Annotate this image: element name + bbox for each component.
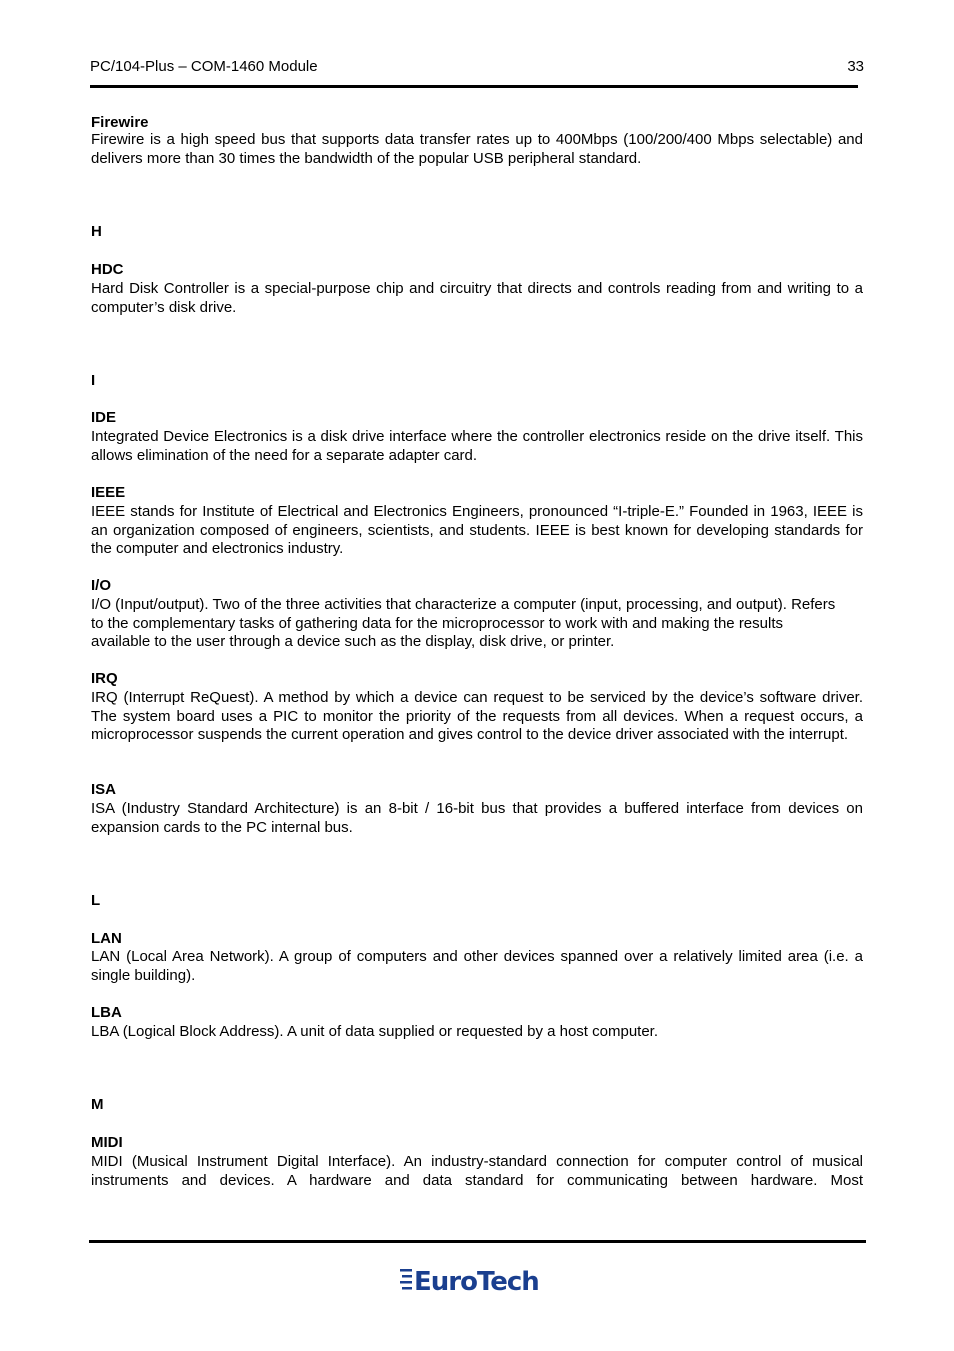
definition-irq: IRQ (Interrupt ReQuest). A method by which a device can request to be serviced by the device’s software driver. The system board uses a PIC to monitor the priority of the requests from all devices. When a request occurs, a microprocessor suspends the current operation and gives control to the device driver associated with the interrupt. [91,689,863,743]
page-number: 33 [847,58,864,75]
term-lan: LAN [91,930,122,947]
definition-ieee: IEEE stands for Institute of Electrical and Electronics Engineers, pronounced “I-triple-E.” Founded in 1963, IEEE is an organization composed of engineers, scientists, and students. IEEE is best known for developing standards for the computer and electronics industry. [91,503,863,557]
term-isa: ISA [91,781,117,798]
page-header [90,57,864,77]
term-irq: IRQ [91,670,118,687]
definition-ide: Integrated Device Electronics is a disk drive interface where the controller electronics reside on the drive itself. This allows elimination of the need for a separate adapter card. [91,428,863,464]
section-letter-h: H [91,223,102,240]
term-ieee: IEEE [91,484,126,501]
definition-lba: LBA (Logical Block Address). A unit of data supplied or requested by a host computer. [91,1023,659,1040]
term-ide: IDE [91,409,117,426]
section-letter-l: L [91,892,101,909]
definition-lan: LAN (Local Area Network). A group of computers and other devices spanned over a relatively limited area (i.e. a single building). [91,948,863,984]
footer-rule [89,1240,866,1243]
term-firewire: Firewire [91,114,149,131]
definition-io: I/O (Input/output). Two of the three activities that characterize a computer (input, processing, and output). Refers to the complementary tasks of gathering data for the microprocessor to work with and making the results available to the user through a device such as the display, disk drive, or printer. [91,596,836,650]
section-letter-i: I [91,372,96,389]
document-title: PC/104-Plus – COM-1460 Module [90,58,318,75]
definition-hdc: Hard Disk Controller is a special-purpose chip and circuitry that directs and controls reading from and writing to a computer’s disk drive. [91,280,863,316]
term-lba: LBA [91,1004,122,1021]
definition-firewire: Firewire is a high speed bus that supports data transfer rates up to 400Mbps (100/200/400 Mbps selectable) and delivers more than 30 times the bandwidth of the popular USB peripheral standard. [91,131,863,167]
term-hdc: HDC [91,261,124,278]
definition-isa: ISA (Industry Standard Architecture) is an 8-bit / 16-bit bus that provides a buffered interface from devices on expansion cards to the PC internal bus. [91,800,863,836]
eurotech-logo [400,1260,560,1300]
header-rule [90,85,858,88]
term-midi: MIDI [91,1134,123,1151]
svg-text:EuroTech: EuroTech [414,1267,539,1297]
section-letter-m: M [91,1096,104,1113]
definition-midi: MIDI (Musical Instrument Digital Interface). An industry-standard connection for computer control of musical instruments and devices. A hardware and data standard for communicating between hardware. Most [91,1153,863,1189]
term-io: I/O [91,577,112,594]
